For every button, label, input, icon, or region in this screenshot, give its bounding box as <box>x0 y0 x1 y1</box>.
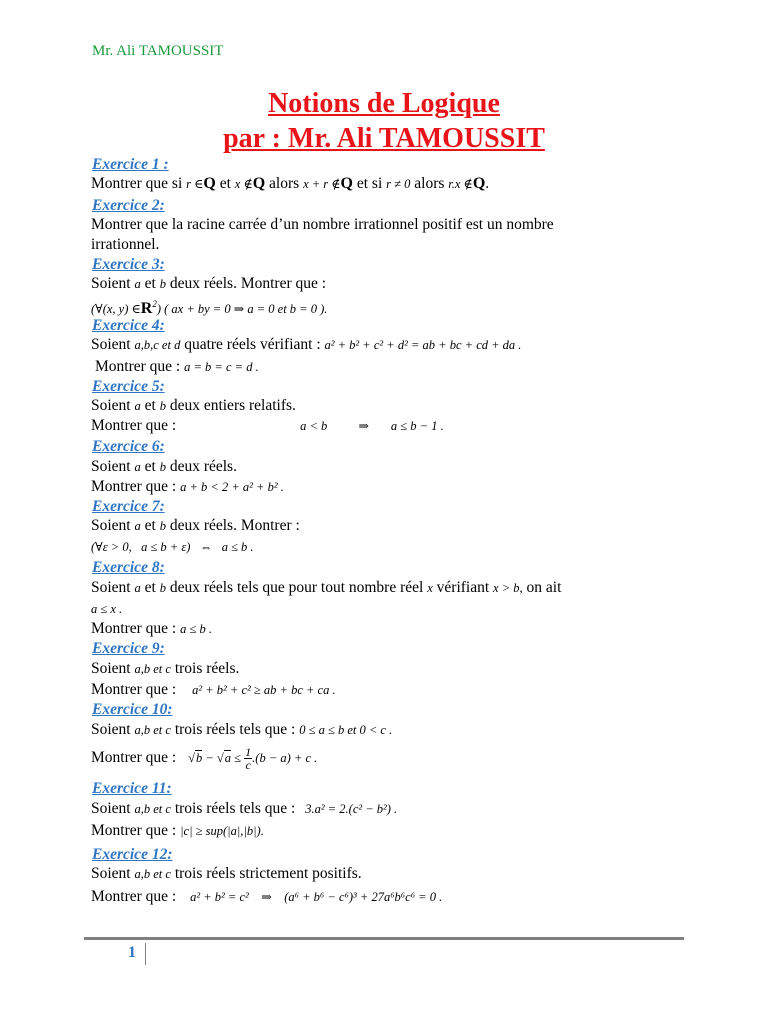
author-header: Mr. Ali TAMOUSSIT <box>92 43 224 59</box>
text: et <box>144 397 156 414</box>
exercise-8-line1 <box>91 578 561 598</box>
math: r ∈ <box>186 177 204 191</box>
text: Soient <box>91 579 131 596</box>
math: b <box>159 581 166 595</box>
math: a,b,c et d <box>134 338 181 352</box>
text: on ait <box>526 579 562 596</box>
exercise-6-label: Exercice 6: <box>92 438 165 455</box>
math: x > b, <box>493 581 523 595</box>
le: ≤ <box>231 751 245 766</box>
exercise-4-line1 <box>91 335 521 355</box>
text: vérifiant <box>436 579 490 596</box>
rationals-symbol: Q <box>472 175 486 192</box>
math: b <box>159 399 166 413</box>
text: Soient <box>91 721 131 738</box>
sqrt-a: a <box>224 751 232 766</box>
exercise-8-line2 <box>91 599 122 619</box>
text: Montrer que : <box>91 620 177 637</box>
math: b <box>159 519 166 533</box>
math: ) ( ax + by = 0 ⇒ a = 0 et b = 0 ). <box>156 302 328 317</box>
math: a <box>134 399 141 413</box>
math: a ≤ b . <box>180 622 212 636</box>
math: x ∉ <box>234 177 253 191</box>
math: (∀(x, y) ∈ <box>91 302 141 317</box>
exercise-1-statement <box>91 174 489 194</box>
minus: − <box>202 751 217 766</box>
text: deux entiers relatifs. <box>169 397 296 414</box>
math: a,b et c <box>134 867 171 881</box>
text: et <box>144 275 156 292</box>
page-title-line1: Notions de Logique <box>268 88 500 119</box>
text: Montrer que : <box>91 888 177 905</box>
text: et <box>144 517 156 534</box>
text: deux réels. Montrer : <box>169 517 300 534</box>
text: et si <box>356 175 383 192</box>
text: deux réels tels que pour tout nombre réel <box>169 579 424 596</box>
math: a,b et c <box>134 662 171 676</box>
math: a + b < 2 + a² + b² . <box>180 480 284 494</box>
text: Soient <box>91 336 131 353</box>
math: a <box>134 581 141 595</box>
rationals-symbol: Q <box>252 175 266 192</box>
math: a <box>134 277 141 291</box>
rationals-symbol: Q <box>340 175 353 192</box>
exercise-12-line1 <box>91 864 362 884</box>
text: et <box>219 175 231 192</box>
exercise-6-line2 <box>91 477 284 497</box>
exercise-5-label: Exercice 5: <box>92 378 165 395</box>
text: Montrer que : <box>91 478 177 495</box>
text: Soient <box>91 517 131 534</box>
text: alors <box>269 175 300 192</box>
exercise-4-label: Exercice 4: <box>92 317 165 334</box>
math: |c| ≥ sup(|a|,|b|). <box>180 824 264 838</box>
math: x + r ∉ <box>303 177 341 191</box>
math: a <box>134 460 141 474</box>
math: a,b et c <box>134 802 171 816</box>
math: a² + b² = c² ⇒ (a⁶ + b⁶ − c⁶)³ + 27a⁶b⁶c⁶ = 0 . <box>190 890 443 904</box>
text: Montrer que : <box>91 749 177 767</box>
math: a = b = c = d . <box>184 360 259 374</box>
fraction-numerator: 1 <box>245 745 252 759</box>
footer-rule <box>84 937 684 940</box>
text: alors <box>414 175 445 192</box>
exercise-11-label: Exercice 11: <box>92 780 172 797</box>
text: trois réels tels que : <box>174 800 296 817</box>
math: x <box>427 581 433 595</box>
math: r.x ∉ <box>448 177 473 191</box>
math: √b − √a ≤ <box>188 751 245 766</box>
exercise-9-label: Exercice 9: <box>92 640 165 657</box>
exercise-7-line1 <box>91 516 300 536</box>
math: a < b ⇒ a ≤ b − 1 . <box>300 419 444 433</box>
math: a² + b² + c² ≥ ab + bc + ca . <box>192 683 336 697</box>
text: Montrer que : <box>91 417 177 434</box>
exercise-5-line1 <box>91 396 296 416</box>
text: trois réels tels que : <box>174 721 296 738</box>
math: (∀ε > 0, a ≤ b + ε) ⇔ a ≤ b . <box>91 540 254 554</box>
math: 0 ≤ a ≤ b et 0 < c . <box>299 723 393 737</box>
text: Soient <box>91 397 131 414</box>
exercise-5-line2 <box>91 416 444 436</box>
math: a,b et c <box>134 723 171 737</box>
exercise-11-line1 <box>91 799 397 819</box>
math: r ≠ 0 <box>386 177 411 191</box>
exercise-2-label: Exercice 2: <box>92 197 165 214</box>
math: .(b − a) + c . <box>252 751 318 766</box>
exercise-3-label: Exercice 3: <box>92 256 165 273</box>
math: b <box>159 277 166 291</box>
exercise-8-line3 <box>91 619 212 639</box>
exercise-3-line1 <box>91 274 326 294</box>
page-title-line2: par : Mr. Ali TAMOUSSIT <box>223 123 545 154</box>
fraction-denominator: c <box>245 758 251 772</box>
math: b <box>159 460 166 474</box>
rationals-symbol: Q <box>203 175 216 192</box>
text: et <box>144 458 156 475</box>
text: Montrer que si <box>91 175 183 192</box>
exercise-7-formula <box>91 537 254 557</box>
text: Montrer que : <box>91 681 177 698</box>
exercise-12-line2 <box>91 887 442 907</box>
exercise-4-line2 <box>95 357 259 377</box>
exercise-9-line2 <box>91 680 336 700</box>
text: Soient <box>91 275 131 292</box>
exercise-2-line1: Montrer que la racine carrée d’un nombre irrationnel positif est un nombre <box>91 216 554 233</box>
exponent: 2 <box>152 299 157 309</box>
text: Soient <box>91 458 131 475</box>
page-number-divider <box>145 943 146 965</box>
math: a <box>134 519 141 533</box>
sqrt-b: b <box>195 751 203 766</box>
exercise-9-line1 <box>91 659 239 679</box>
exercise-11-line2 <box>91 821 264 841</box>
page-number: 1 <box>128 944 136 961</box>
text: quatre réels vérifiant : <box>184 336 321 353</box>
math: a ≤ x . <box>91 602 123 616</box>
exercise-7-label: Exercice 7: <box>92 498 165 515</box>
text: trois réels strictement positifs. <box>174 865 362 882</box>
exercise-1-label: Exercice 1 : <box>92 156 169 173</box>
math: 3.a² = 2.(c² − b²) . <box>305 802 398 816</box>
text: deux réels. <box>169 458 237 475</box>
text: Montrer que : <box>95 358 181 375</box>
exercise-2-line2: irrationnel. <box>91 236 160 253</box>
text: Soient <box>91 865 131 882</box>
exercise-10-line2 <box>91 746 317 771</box>
text: . <box>485 175 490 192</box>
exercise-10-line1 <box>91 720 392 740</box>
text: et <box>144 579 156 596</box>
text: Soient <box>91 660 131 677</box>
text: deux réels. Montrer que : <box>169 275 327 292</box>
exercise-8-label: Exercice 8: <box>92 559 165 576</box>
reals-symbol: R <box>140 300 153 318</box>
exercise-12-label: Exercice 12: <box>92 846 173 863</box>
text: trois réels. <box>174 660 240 677</box>
math: a² + b² + c² + d² = ab + bc + cd + da . <box>324 338 522 352</box>
exercise-10-label: Exercice 10: <box>92 701 173 718</box>
text: Soient <box>91 800 131 817</box>
exercise-6-line1 <box>91 457 237 477</box>
fraction <box>244 746 252 771</box>
text: Montrer que : <box>91 822 177 839</box>
